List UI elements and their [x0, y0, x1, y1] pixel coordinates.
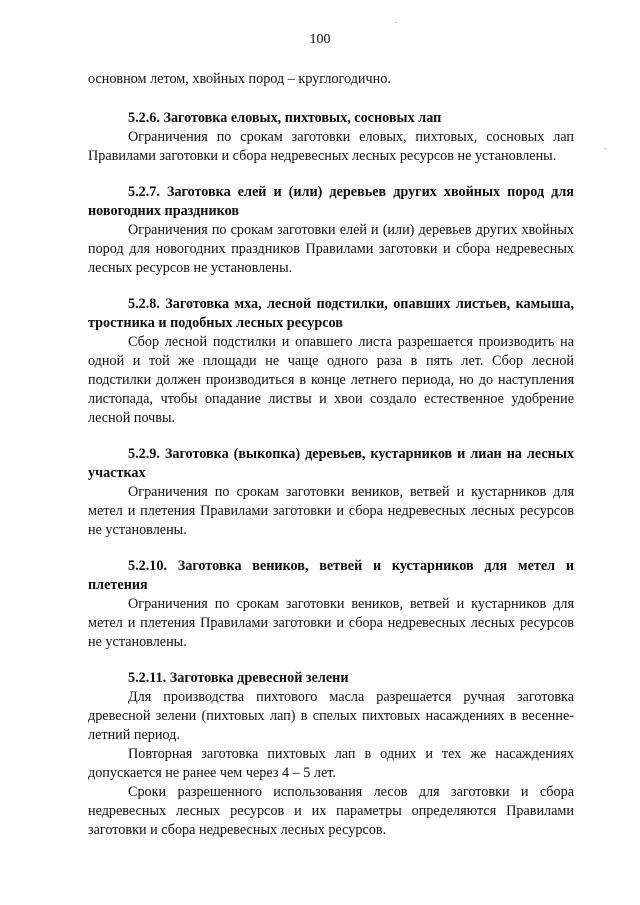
section-5-2-7 — [88, 183, 574, 278]
intro-text: основном летом, хвойных пород – круглогодично. — [88, 71, 391, 87]
page-number: 100 — [309, 32, 331, 47]
section-heading: 5.2.9. Заготовка (выкопка) деревьев, кустарников и лиан на лесных участках — [88, 446, 574, 481]
section-heading: 5.2.7. Заготовка елей и (или) деревьев других хвойных пород для новогодних праздников — [88, 184, 574, 219]
section-paragraph: Ограничения по срокам заготовки веников, ветвей и кустарников для метел и плетения Правилами заготовки и сбора недревесных лесных ресурсов не установлены. — [88, 596, 574, 650]
section-paragraph: Ограничения по срокам заготовки елей и (или) деревьев других хвойных пород для новогодних праздников Правилами заготовки и сбора недревесных лесных ресурсов не установлены. — [88, 222, 574, 276]
section-paragraph: Ограничения по срокам заготовки еловых, пихтовых, сосновых лап Правилами заготовки и сбора недревесных лесных ресурсов не установлены. — [88, 129, 574, 164]
section-heading: 5.2.8. Заготовка мха, лесной подстилки, опавших листьев, камыша, тростника и подобных лесных ресурсов — [88, 296, 574, 331]
section-5-2-6 — [88, 109, 574, 166]
section-paragraph: Ограничения по срокам заготовки веников, ветвей и кустарников для метел и плетения Правилами заготовки и сбора недревесных лесных ресурсов не установлены. — [88, 484, 574, 538]
section-5-2-10 — [88, 557, 574, 652]
section-heading: 5.2.6. Заготовка еловых, пихтовых, сосновых лап — [128, 110, 442, 126]
page-content — [88, 70, 574, 840]
section-heading: 5.2.10. Заготовка веников, ветвей и кустарников для метел и плетения — [88, 558, 574, 593]
scan-speck — [604, 148, 606, 149]
section-5-2-8 — [88, 295, 574, 428]
section-heading: 5.2.11. Заготовка древесной зелени — [128, 670, 349, 686]
section-paragraph: Повторная заготовка пихтовых лап в одних и тех же насаждениях допускается не ранее чем через 4 – 5 лет. — [88, 746, 574, 781]
section-paragraph: Для производства пихтового масла разрешается ручная заготовка древесной зелени (пихтовых лап) в спелых пихтовых насаждениях в весенне-летний период. — [88, 689, 574, 743]
section-5-2-9 — [88, 445, 574, 540]
section-5-2-11 — [88, 669, 574, 840]
scan-speck — [395, 22, 397, 23]
section-paragraph: Сроки разрешенного использования лесов для заготовки и сбора недревесных лесных ресурсов и их параметры определяются Правилами заготовки и сбора недревесных лесных ресурсов. — [88, 784, 574, 838]
section-paragraph: Сбор лесной подстилки и опавшего листа разрешается производить на одной и той же площади не чаще одного раза в пять лет. Сбор лесной подстилки должен производиться в конце летнего периода, но до наступления листопада, чтобы опадание листвы и хвои создало естественное удобрение лесной почвы. — [88, 334, 574, 426]
